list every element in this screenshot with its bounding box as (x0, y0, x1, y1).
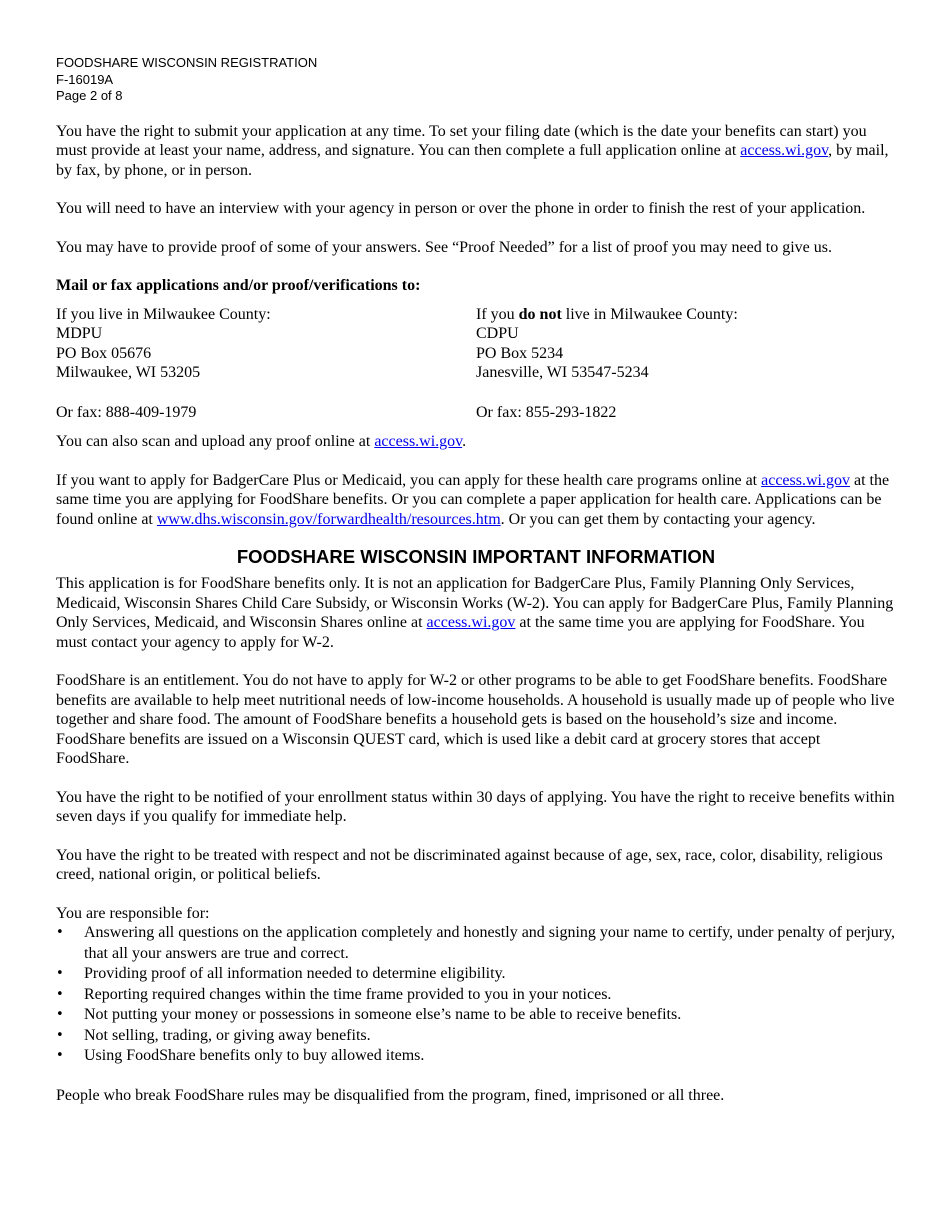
form-number: F-16019A (56, 71, 114, 87)
filing-date-paragraph: You have the right to submit your application at any time. To set your filing date (which is the date your benefits can start) you must provide at least your name, address, and signature. You can then complete a full application online at access.wi.gov, by mail, by fax, by phone, or in person. (56, 122, 889, 179)
forwardhealth-resources-link[interactable]: www.dhs.wisconsin.gov/forwardhealth/resources.htm (156, 510, 501, 528)
health-care-paragraph: If you want to apply for BadgerCare Plus or Medicaid, you can apply for these health care programs online at access.wi.gov at the same time you are applying for FoodShare benefits. Or you can complete a paper application for health care. Applications can be found online at www.dhs.wisconsin.gov/forwardhealth/resources.htm. Or you can get them by contacting your agency. (56, 471, 890, 528)
page-number: Page 2 of 8 (56, 88, 123, 103)
milwaukee-fax: Or fax: 888-409-1979 (56, 403, 197, 421)
form-header (56, 55, 896, 105)
access-wi-link[interactable]: access.wi.gov (426, 614, 516, 631)
access-wi-link[interactable]: access.wi.gov (740, 142, 829, 159)
list-item: • Answering all questions on the application completely and honestly and signing your name to certify, under penalty of perjury, that all your answers are true and correct. (56, 923, 896, 964)
milwaukee-address: If you live in Milwaukee County: MDPU PO Box 05676 Milwaukee, WI 53205 (56, 305, 271, 381)
notification-rights-paragraph: You have the right to be notified of your enrollment status within 30 days of applying. You have the right to receive benefits within seven days if you qualify for immediate help. (56, 788, 895, 825)
fax-numbers (56, 403, 896, 423)
non-milwaukee-address: If you do not live in Milwaukee County: CDPU PO Box 5234 Janesville, WI 53547-5234 (476, 305, 738, 381)
responsibilities-intro: You are responsible for: (56, 904, 210, 922)
application-scope-paragraph: This application is for FoodShare benefits only. It is not an application for BadgerCare Plus, Family Planning Only Services, Medicaid, Wisconsin Shares Child Care Subsidy, or Wisconsin Works (W-2). You can apply for BadgerCare Plus, Family Planning Only Services, Medicaid, and Wisconsin Shares online at access.wi.gov at the same time you are applying for FoodShare. You must contact your agency to apply for W-2. (56, 575, 894, 651)
important-info-heading: FOODSHARE WISCONSIN IMPORTANT INFORMATION (236, 546, 716, 567)
form-title: FOODSHARE WISCONSIN REGISTRATION (56, 55, 318, 70)
list-item: • Using FoodShare benefits only to buy allowed items. (56, 1046, 896, 1067)
document-page (56, 55, 896, 1105)
scan-upload-paragraph: You can also scan and upload any proof online at access.wi.gov. (56, 433, 467, 450)
access-wi-link[interactable]: access.wi.gov (761, 471, 850, 489)
interview-paragraph: You will need to have an interview with your agency in person or over the phone in order to finish the rest of your application. (56, 200, 866, 217)
responsibilities-list (56, 923, 896, 1067)
list-item: • Providing proof of all information needed to determine eligibility. (56, 964, 896, 985)
cdpu-fax: Or fax: 855-293-1822 (476, 403, 617, 421)
proof-paragraph: You may have to provide proof of some of your answers. See “Proof Needed” for a list of proof you may need to give us. (56, 238, 832, 256)
mail-fax-heading: Mail or fax applications and/or proof/verifications to: (56, 277, 421, 294)
entitlement-paragraph: FoodShare is an entitlement. You do not have to apply for W-2 or other programs to be able to get FoodShare benefits. FoodShare benefits are available to help meet nutritional needs of low-income households. A household is usually made up of people who live together and share food. The amount of FoodShare benefits a household gets is based on the household’s size and income. FoodShare benefits are issued on a Wisconsin QUEST card, which is used like a debit card at grocery stores that accept FoodShare. (56, 672, 895, 767)
list-item: • Reporting required changes within the time frame provided to you in your notices. (56, 985, 896, 1006)
mailing-addresses (56, 305, 896, 383)
list-item: • Not putting your money or possessions in someone else’s name to be able to receive benefits. (56, 1005, 896, 1026)
respect-rights-paragraph: You have the right to be treated with respect and not be discriminated against because of age, sex, race, color, disability, religious creed, national origin, or political beliefs. (56, 846, 883, 883)
penalty-paragraph: People who break FoodShare rules may be disqualified from the program, fined, imprisoned or all three. (56, 1086, 725, 1104)
list-item: • Not selling, trading, or giving away benefits. (56, 1026, 896, 1047)
access-wi-link[interactable]: access.wi.gov (374, 433, 463, 450)
